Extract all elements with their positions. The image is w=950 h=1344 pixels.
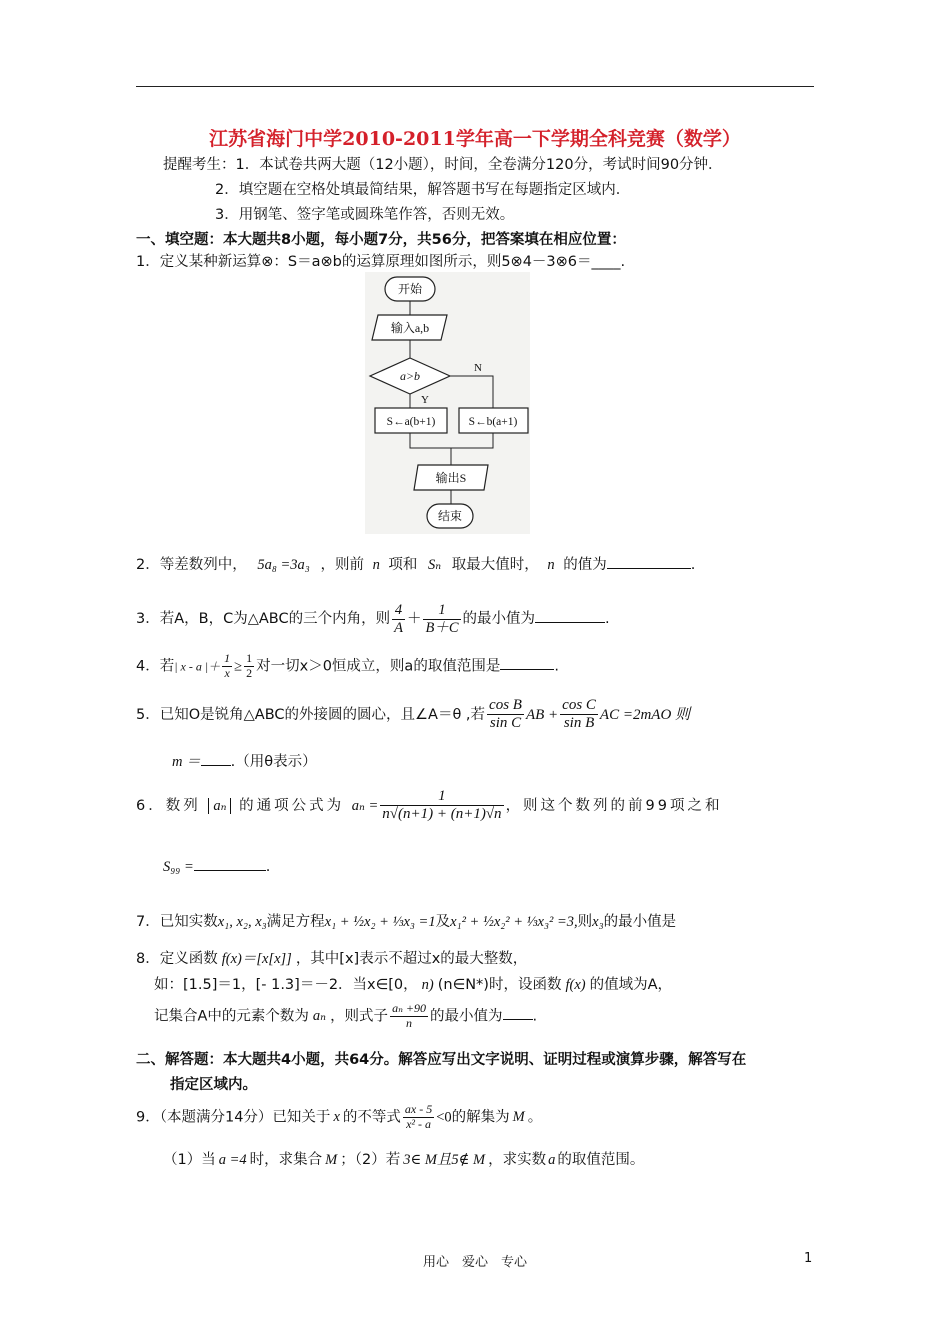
q7-text-b: 满足方程 [266,914,325,930]
question-6 [136,788,723,824]
q9-fraction: $\frac{ax - 5}{\text{x² - a}}$ [404,1102,433,1131]
question-6-line-2 [163,858,270,876]
q8-n: n) [421,977,434,993]
q9-part2-c: 的取值范围。 [557,1152,645,1168]
q2-text-e: 的值为 [563,557,607,573]
answer-blank[interactable] [201,753,231,766]
q4-fraction-2: $\frac{1}{2}$ [246,651,253,680]
q2-text-d: 取最大值时， [451,557,539,573]
question-7 [136,910,676,931]
exam-title: 江苏省海门中学2010-2011学年高一下学期全科竞赛（数学） [209,128,741,150]
q9-m: M [512,1109,525,1126]
section-1-heading: 一、填空题：本大题共8小题，每小题7分，共56分，把答案填在相应位置： [136,232,626,248]
q8-text-b: ，其中[x]表示不超过x的最大整数， [295,951,528,967]
q7-text-e: 的最小值是 [603,914,677,930]
q7-vars: x₁, x₂, x₃ [217,914,267,930]
q5-vector-ab: AB + [525,706,559,723]
q8-period: . [532,1008,538,1025]
q2-text-a: 2．等差数列中， [136,557,247,573]
q9-text-b: 的不等式 [342,1109,401,1126]
q9-part2-a-var: a [548,1152,556,1168]
q6-s99: S₉₉ = [163,859,194,875]
answer-blank[interactable] [607,556,691,569]
q8-text-a: 8．定义函数 [136,951,218,967]
q4-fraction-1: $\frac{1}{x}$ [224,651,231,680]
q8-text-g: 的最小值为 [430,1008,503,1025]
question-8-line-2 [154,973,672,994]
q3-text-a: 3．若A，B，C为△ABC的三个内角，则 [136,611,391,628]
q6-text-a: 6．数列 [136,797,201,814]
question-1: 1．定义某种新运算⊗：S＝a⊗b的运算原理如图所示，则5⊗4－3⊗6＝____. [136,254,626,270]
q2-equation: 5a₈ =3a₃ [257,557,310,573]
q5-text-a: 5．已知O是锐角△ABC的外接圆的圆心，且∠A＝θ ,若 [136,706,486,723]
q2-n: n [372,557,380,573]
answer-blank[interactable] [500,657,554,670]
q6-sequence: aₙ [208,798,231,814]
q7-text-a: 7．已知实数 [136,914,218,930]
question-5-line-2 [172,750,317,771]
q9-part1-eq: a =4 [218,1152,247,1168]
q9-part2-b: ，求实数 [488,1152,547,1168]
q8-text-d: 的值域为A， [589,977,673,993]
q9-text-d: 。 [527,1109,543,1126]
q9-text-c: 的解集为 [451,1109,510,1126]
answer-blank[interactable] [535,610,605,623]
q8-text-c: (n∈N*)时，设函数 [437,977,562,993]
flow-decision-label: a>b [399,369,421,383]
note-2: 2．填空题在空格处填最简结果，解答题书写在每题指定区域内． [215,182,631,198]
q3-fraction-2: $\frac{1}{B+C}$ [425,602,459,636]
q7-equation-1: x₁ + ½x₂ + ⅓x₃ =1 [324,914,436,930]
q8-function: f(x)＝[x[x]] [221,951,292,967]
flow-no-label: N [474,362,482,374]
q9-part2-a: ；（2）若 [340,1152,401,1168]
flowchart [365,272,530,534]
q9-x: x [333,1109,340,1126]
q4-ge: ≥ [234,658,243,675]
q2-period: . [690,557,696,573]
flow-left-label: S←a(b+1) [386,416,436,428]
q5-fraction-1: $\frac{\text{cos B}}{\text{sin C}}$ [489,697,522,732]
footer-motto: 用心 爱心 专心 [422,1255,527,1270]
answer-blank[interactable] [194,858,266,871]
q7-equation-2: x₁² + ½x₂² + ⅓x₃² =3, [450,914,578,930]
q3-plus: ＋ [406,611,422,628]
section-2-heading-line-2: 指定区域内。 [170,1077,257,1093]
q4-period: . [554,658,559,675]
q6-fraction: $\frac{1}{n√(n+1) + (n+1)√n}$ [382,788,502,823]
q5-hint: .（用θ表示） [230,754,317,770]
q2-text-c: 项和 [388,557,418,573]
question-8 [136,947,527,968]
q5-fraction-2: $\frac{\text{cos C}}{\text{sin B}}$ [562,697,596,732]
q8-an: aₙ [312,1008,327,1025]
q9-part2-cond: 3∈ M且5∉ M [403,1152,486,1168]
question-9-parts [163,1148,644,1169]
q6-text-b: 的通项公式为 [239,797,345,814]
q9-part1-a: （1）当 [163,1152,216,1168]
q4-abs: | x - a |＋ [174,659,221,674]
question-5 [136,697,690,733]
flow-start-label: 开始 [397,282,423,296]
q4-text-b: 对一切x＞0恒成立，则a的取值范围是 [256,658,501,675]
q8-fraction: $\frac{\text{aₙ +90}}{n}$ [392,1001,427,1030]
question-4 [136,652,559,681]
q9-inequality: <0 [436,1109,452,1126]
question-2 [136,553,695,574]
q5-m-equals: m ＝ [172,754,201,770]
flow-input-label: 输入a,b [390,321,430,335]
q7-x3: x₃ [592,914,604,930]
q8-text-e: 记集合A中的元素个数为 [154,1008,309,1025]
q4-text-a: 4．若 [136,658,175,675]
q2-sn: Sₙ [428,557,442,573]
q6-an-equals: aₙ = [351,797,379,814]
question-8-line-3 [154,1002,537,1031]
q7-text-d: 则 [577,914,593,930]
flow-output-label: 输出S [435,471,467,485]
q6-period: . [265,859,271,875]
q8-fx: f(x) [565,977,586,993]
flow-end-label: 结束 [437,509,463,523]
q9-text-a: 9．（本题满分14分）已知关于 [136,1109,331,1126]
note-3: 3．用钢笔、签字笔或圆珠笔作答，否则无效。 [215,207,515,223]
q7-text-c: 及 [435,914,451,930]
q3-text-b: 的最小值为 [462,611,535,628]
question-9 [136,1103,542,1132]
q8-text-f: ，则式子 [330,1008,389,1025]
note-1: 提醒考生：1．本试卷共两大题（12小题），时间，全卷满分120分，考试时间90分钟． [163,157,723,173]
q9-part1-m: M [325,1152,338,1168]
q3-period: . [605,611,610,628]
page-number: 1 [804,1251,813,1266]
flow-right-label: S←b(a+1) [468,416,518,428]
q2-n2: n [547,557,555,573]
q2-text-b: ，则前 [320,557,364,573]
q8-example: 如：[1.5]＝1，[- 1.3]＝－2．当x∈[0， [154,977,418,993]
q6-text-c: ，则这个数列的前99项之和 [505,797,723,814]
q5-vector-ac: AC =2mAO 则 [599,706,691,723]
header-rule [136,86,814,87]
q9-part1-b: 时，求集合 [249,1152,323,1168]
question-3 [136,602,610,636]
q3-fraction-1: $\frac{4}{A}$ [394,602,403,636]
answer-blank[interactable] [503,1007,533,1020]
flow-yes-label: Y [421,394,429,406]
section-2-heading: 二、解答题：本大题共4小题，共64分。解答应写出文字说明、证明过程或演算步骤，解答写在 [136,1052,747,1068]
